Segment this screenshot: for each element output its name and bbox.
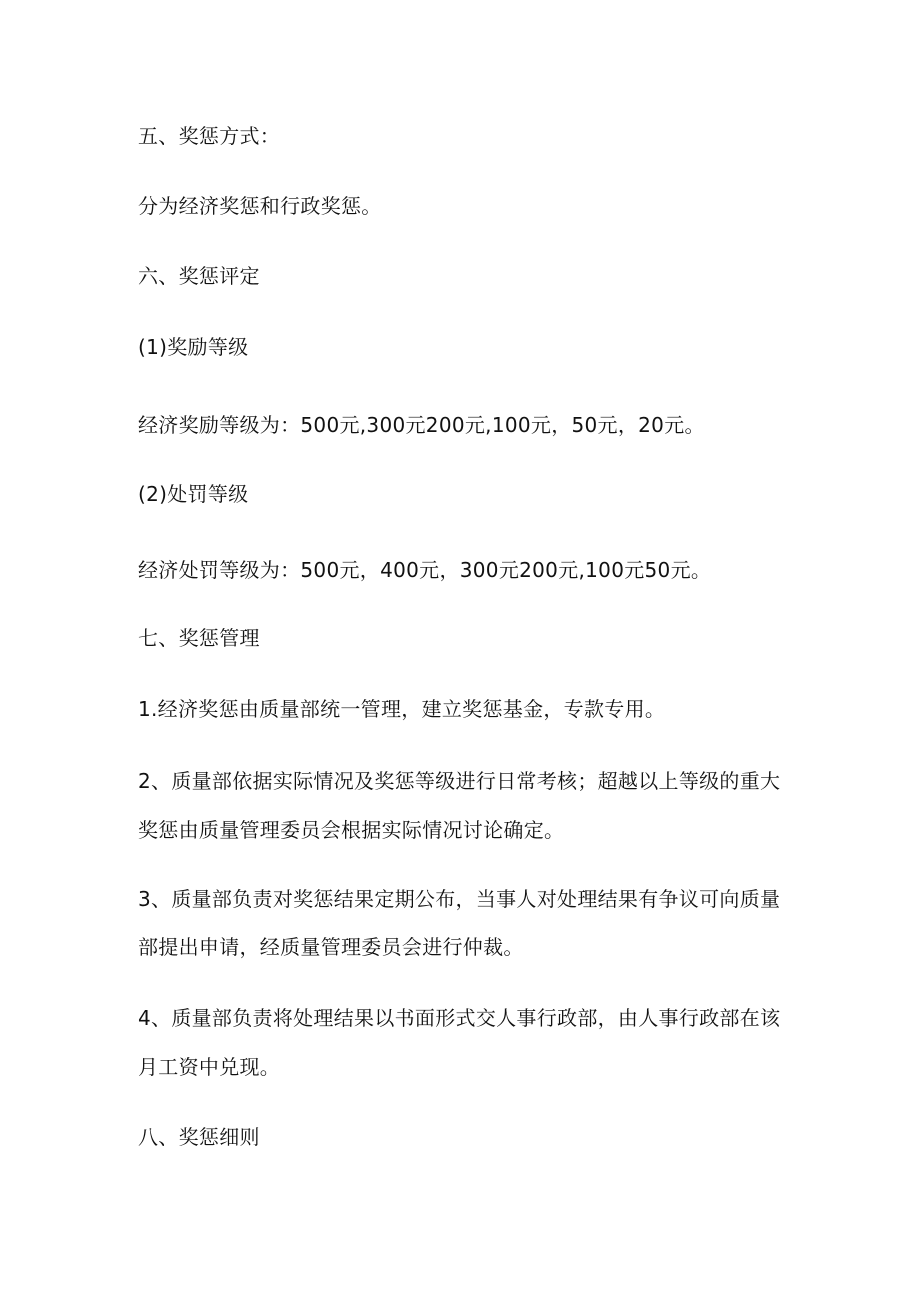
paragraph-management-item-3-line-2: 部提出申请，经质量管理委员会进行仲裁。 (138, 935, 524, 959)
heading-reward-method: 五、奖惩方式： (138, 124, 281, 148)
paragraph-reward-types: 分为经济奖惩和行政奖惩。 (138, 194, 382, 218)
paragraph-management-item-2-line-2: 奖惩由质量管理委员会根据实际情况讨论确定。 (138, 818, 565, 842)
subheading-penalty-levels: (2)处罚等级 (138, 482, 249, 506)
paragraph-management-item-4-line-2: 月工资中兑现。 (138, 1055, 281, 1079)
paragraph-management-item-3-line-1: 3、质量部负责对奖惩结果定期公布，当事人对处理结果有争议可向质量 (138, 887, 781, 911)
paragraph-management-item-4-line-1: 4、质量部负责将处理结果以书面形式交人事行政部，由人事行政部在该 (138, 1006, 781, 1030)
paragraph-management-item-2-line-1: 2、质量部依据实际情况及奖惩等级进行日常考核；超越以上等级的重大 (138, 769, 781, 793)
paragraph-economic-penalty-levels: 经济处罚等级为：500元，400元，300元200元,100元50元。 (138, 558, 712, 582)
heading-reward-management: 七、奖惩管理 (138, 626, 260, 650)
paragraph-management-item-1: 1.经济奖惩由质量部统一管理，建立奖惩基金，专款专用。 (138, 697, 666, 721)
heading-reward-details: 八、奖惩细则 (138, 1125, 260, 1149)
heading-reward-evaluation: 六、奖惩评定 (138, 264, 260, 288)
subheading-reward-levels: (1)奖励等级 (138, 335, 249, 359)
paragraph-economic-reward-levels: 经济奖励等级为：500元,300元200元,100元，50元，20元。 (138, 413, 705, 437)
